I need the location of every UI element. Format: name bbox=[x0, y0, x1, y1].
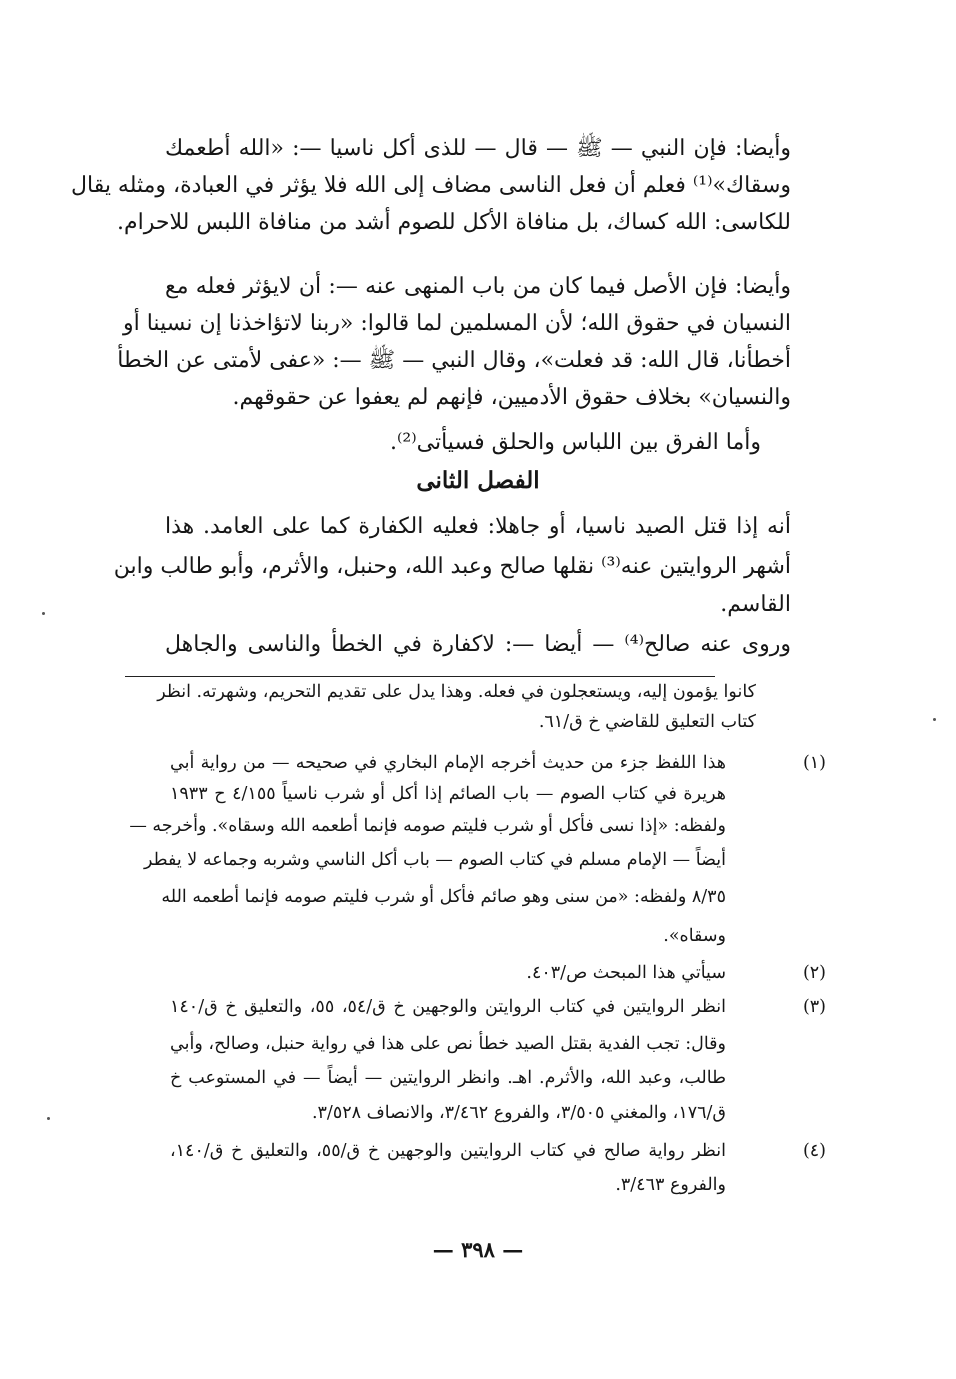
footnote-line: والفروع ٣/٤٦٣. bbox=[615, 1175, 726, 1195]
footnote-line: سيأتي هذا المبحث ص/٤٠٣. bbox=[526, 963, 726, 983]
body-line: القاسم. bbox=[720, 592, 791, 617]
footnote-line: ق/١٧٦، والمغني ٣/٥٠٥، والفروع ٣/٤٦٢، والانصاف ٣/٥٢٨. bbox=[311, 1103, 726, 1123]
footnote-line: هريرة في كتاب الصوم — باب الصائم إذا أكل أو شرب ناسياً ٤/١٥٥ ح ١٩٣٣ bbox=[170, 784, 727, 804]
scan-speck bbox=[933, 718, 936, 721]
footnote-line: وسقاه». bbox=[663, 926, 726, 946]
footnote-line: انظر رواية صالح في كتاب الروايتين والوجهين خ ق/٥٥، والتعليق خ ق/١٤٠، bbox=[170, 1141, 727, 1161]
body-line: النسيان في حقوق الله؛ لأن المسلمين لما قالوا: «ربنا لاتؤاخذنا إن نسينا أو bbox=[123, 311, 791, 336]
page-number: — ٣٩٨ — bbox=[432, 1237, 524, 1262]
scan-speck bbox=[47, 1117, 50, 1120]
body-line: أشهر الروايتين عنه⁽³⁾ نقلها صالح وعبد الله، وحنبل، والأثرم، وأبو طالب وابن bbox=[113, 554, 791, 579]
scan-speck bbox=[42, 612, 45, 615]
footnote-carry-line: كتاب التعليق للقاضي خ ق/٦١. bbox=[538, 712, 756, 732]
footnote-line: طالب، وعبد الله، والأثرم. اهـ. وانظر الروايتين — أيضاً — في المستوعب خ bbox=[170, 1068, 726, 1088]
body-line: للكاسى: الله كساك، بل منافاة الأكل للصوم أشد من منافاة اللبس للاحرام. bbox=[117, 210, 791, 235]
footnote-number: (١) bbox=[802, 753, 826, 773]
body-line: وأيضا: فإن الأصل فيما كان من باب المنهى عنه —: أن لايؤثر فعله مع bbox=[165, 274, 791, 299]
footnote-number: (٤) bbox=[802, 1141, 826, 1161]
body-line: أنه إذا قتل الصيد ناسيا، أو جاهلا: فعليه الكفارة كما على العامد. هذا bbox=[165, 514, 791, 539]
body-line: أخطأنا، قال الله: قد فعلت»، وقال النبي — ﷺ —: «عفى لأمتى عن الخطأ bbox=[117, 348, 791, 373]
footnote-number: (٣) bbox=[802, 997, 826, 1017]
body-line: وروى عنه صالح⁽⁴⁾ — أيضا —: لاكفارة في الخطأ والناسى والجاهل bbox=[165, 632, 791, 657]
body-line: والنسيان» بخلاف حقوق الأدميين، فإنهم لم يعفوا عن حقوقهم. bbox=[232, 385, 791, 410]
footnote-line: وقال: تجب الفدية بقتل الصيد خطأ نص على هذا في رواية حنبل، وصالح، وأبي bbox=[170, 1034, 726, 1054]
footnote-number: (٢) bbox=[802, 963, 826, 983]
footnote-line: انظر الروايتين في كتاب الروايتن والوجهين خ ق/٥٤، ٥٥، والتعليق خ ق/١٤٠ bbox=[170, 997, 726, 1017]
body-line: وأيضا: فإن النبي — ﷺ — قال — للذى أكل ناسيا —: «الله أطعمك bbox=[165, 136, 791, 161]
section-heading: الفصل الثانى bbox=[416, 467, 540, 494]
body-line: وسقاك»⁽¹⁾ فعلم أن فعل الناسى مضاف إلى الله فلا يؤثر في العبادة، ومثله يقال bbox=[71, 173, 791, 198]
footnote-line: هذا اللفظ جزء من حديث أخرجه الإمام البخاري في صحيحه — من رواية أبي bbox=[170, 753, 726, 773]
body-line: وأما الفرق بين اللباس والحلق فسيأتى⁽²⁾. bbox=[390, 430, 761, 455]
footnote-line: ولفظه: «إذا نسى فأكل أو شرب فليتم صومه فإنما أطعمه الله وسقاه». وأخرجه — bbox=[129, 816, 726, 836]
footnote-line: أيضاً — الإمام مسلم في كتاب الصوم — باب أكل الناسي وشربه وجماعه لا يفطر bbox=[143, 850, 726, 870]
footnote-carry-line: كانوا يؤمون إليه، ويستعجلون في فعله. وهذا يدل على تقديم التحريم، وشهرته. انظر bbox=[157, 682, 756, 702]
footnote-line: ٨/٣٥ ولفظه: «من سنى وهو صائم فأكل أو شرب فليتم صومه فإنما أطعمه الله bbox=[161, 887, 726, 907]
